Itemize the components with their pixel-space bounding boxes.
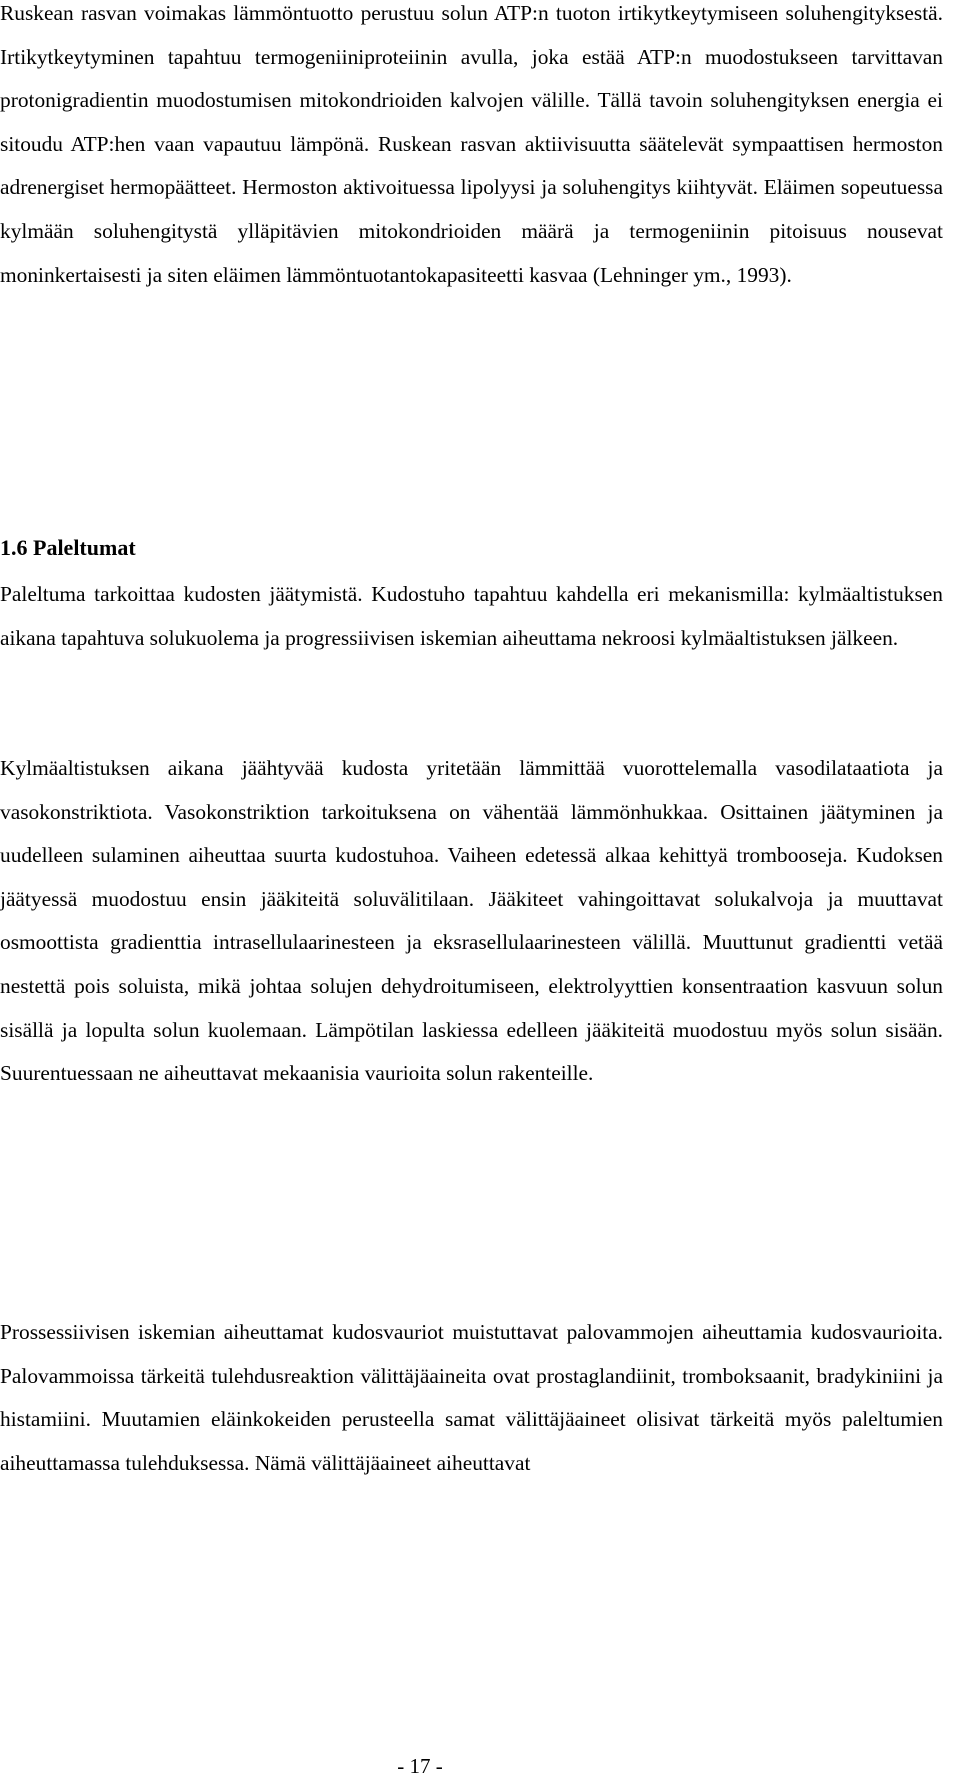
paragraph-brown-fat-thermogenesis: Ruskean rasvan voimakas lämmöntuotto perustuu solun ATP:n tuoton irtikytkeytymiseen soluhengityksestä. Irtikytkeytyminen tapahtuu termogeniiniproteiinin avulla, joka estää ATP:n muodostukseen tarvittavan protonigradientin muodostumisen mitokondrioiden kalvojen välille. Tällä tavoin soluhengityksen energia ei sitoudu ATP:hen vaan vapautuu lämpönä. Ruskean rasvan aktiivisuutta säätelevät sympaattisen hermoston adrenergiset hermopäätteet. Hermoston aktivoituessa lipolyysi ja soluhengitys kiihtyvät. Eläimen sopeutuessa kylmään soluhengitystä ylläpitävien mitokondrioiden määrä ja termogeniinin pitoisuus nousevat moninkertaisesti ja siten eläimen lämmöntuotantokapasiteetti kasvaa (Lehninger ym., 1993). [0,1,943,287]
section-heading: 1.6 Paleltumat [0,535,136,560]
paragraph-cold-exposure-damage: Kylmäaltistuksen aikana jäähtyvää kudosta yritetään lämmittää vuorottelemalla vasodilataatiota ja vasokonstriktiota. Vasokonstriktion tarkoituksena on vähentää lämmönhukkaa. Osittainen jäätyminen ja uudelleen sulaminen aiheuttaa suurta kudostuhoa. Vaiheen edetessä alkaa kehittyä trombooseja. Kudoksen jäätyessä muodostuu ensin jääkiteitä soluvälitilaan. Jääkiteet vahingoittavat solukalvoja ja muuttavat osmoottista gradienttia intrasellulaarinesteen ja eksrasellulaarinesteen välillä. Muuttunut gradientti vetää nestettä pois soluista, mikä johtaa solujen dehydroitumiseen, elektrolyyttien konsentraation kasvuun solun sisällä ja lopulta solun kuolemaan. Lämpötilan laskiessa edelleen jääkiteitä muodostuu myös solun sisään. Suurentuessaan ne aiheuttavat mekaanisia vaurioita solun rakenteille. [0,756,943,1086]
page-number: - 17 - [397,1754,443,1778]
paragraph-ischemia-inflammation: Prossessiivisen iskemian aiheuttamat kudosvauriot muistuttavat palovammojen aiheuttamia kudosvaurioita. Palovammoissa tärkeitä tulehdusreaktion välittäjäaineita ovat prostaglandiinit, tromboksaanit, bradykiniini ja histamiini. Muutamien eläinkokeiden perusteella samat välittäjäaineet olisivat tärkeitä myös paleltumien aiheuttamassa tulehduksessa. Nämä välittäjäaineet aiheuttavat [0,1320,943,1475]
paragraph-frostbite-definition: Paleltuma tarkoittaa kudosten jäätymistä. Kudostuho tapahtuu kahdella eri mekanismilla: kylmäaltistuksen aikana tapahtuva solukuolema ja progressiivisen iskemian aiheuttama nekroosi kylmäaltistuksen jälkeen. [0,582,943,650]
